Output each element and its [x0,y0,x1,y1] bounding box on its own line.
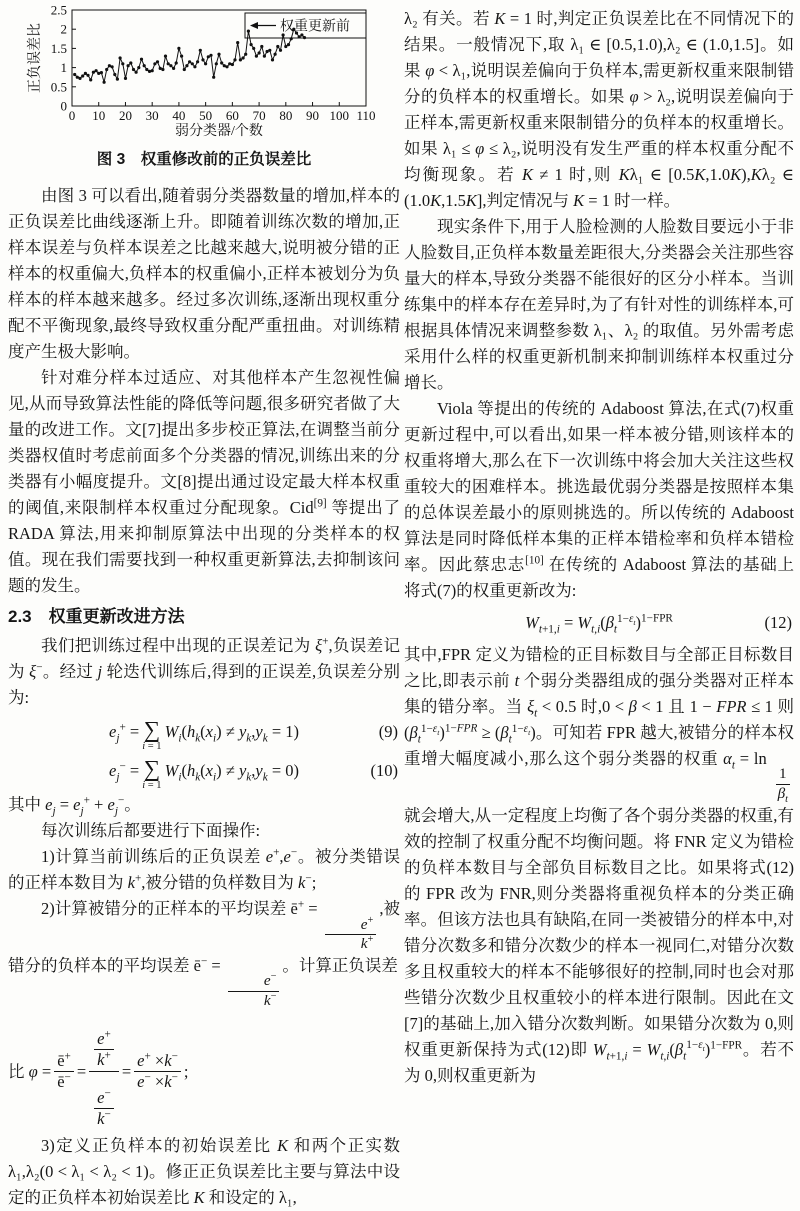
svg-text:80: 80 [279,108,293,123]
svg-text:0: 0 [60,98,67,114]
fraction: $\frac{e^+}{k^+}$ [94,1029,114,1070]
fraction: $\frac{e^-}{k^-}$ [228,972,280,1009]
svg-text:1: 1 [60,60,67,76]
svg-text:60: 60 [225,108,239,123]
eq10-lhs: $e_j^-$ = [109,760,140,784]
figure-3 [8,4,400,173]
fraction: $\frac{e^+}{k^+}$ [325,916,377,953]
svg-text:70: 70 [252,108,266,123]
svg-text:2: 2 [60,21,67,37]
svg-text:100: 100 [329,108,350,123]
error-ratio-line-chart [28,4,390,140]
eq9-number: (9) [378,722,398,742]
paragraph-step-1: 1)计算当前训练后的正负误差 e+,e−。被分类错误的正样本数目为 k+,被分错的负样数目为 k−; [8,846,401,893]
right-column [404,6,794,1089]
sum-lower-limit: i = 1 [142,779,162,791]
section-heading-2-3: 2.3 权重更新改进方法 [8,607,185,626]
paragraph-lambda-cases: λ₂ 有关。若 K = 1 时,判定正负误差比在不同情况下的结果。一般情况下,取 λ₁ ∈ [0.5,1.0),λ₂ ∈ (1.0,1.5]。如果 φ < λ₁,说明误差偏向于负样本,需更新权重来限制错分的负样本的权重增长。如果 φ > λ₂,说明误差偏向于正样本,需更新权重来限制错分的负样本的权重增长。如果 λ₁ ≤ φ ≤ λ₂,说明没有发生严重的样本权重分配不均衡现象。若 K ≠ 1 时,则 Kλ₁ ∈ [0.5K,1.0K),Kλ₂ ∈ (1.0K,1.5K],判定情况与 K = 1 时一样。 [404,9,795,210]
fraction: $\frac{1}{\beta_t}$ [777,765,789,805]
fraction: $\frac{e^-}{k^-}$ [94,1088,114,1129]
fraction: $\frac{e^+ \times k^-}{e^- \times k^-}$ [134,1051,181,1092]
paragraph-step-3: 3)定义正负样本的初始误差比 K 和两个正实数 λ₁,λ₂(0 < λ₁ < λ₂ < 1)。修正正负误差比主要与算法中设定的正负样本初始误差比 K 和设定的 λ₁, [8,1136,401,1208]
eq12-number: (12) [764,613,792,632]
svg-text:2.5: 2.5 [50,2,67,18]
svg-text:10: 10 [92,108,106,123]
paragraph-face-detection: 现实条件下,用于人脸检测的人脸数目要远小于非人脸数目,正负样本数量差距很大,分类器会关注那些容量大的样本,导致分类器不能很好的区分小样本。当训练集中的样本存在差异时,为了有针对性的训练样本,可根据具体情况来调整参数 λ₁、λ₂ 的取值。另外需考虑采用什么样的权重更新机制来抑制训练样本权重过分增长。 [404,217,794,392]
eq10-rhs: $W_i(h_k(x_i) \ne y_k,y_k = 0)$ [164,760,299,784]
fraction: $\frac{ē^+}{ē^-}$ [54,1051,74,1092]
svg-text:110: 110 [356,108,376,123]
paragraph-viola-adaboost: Viola 等提出的传统的 Adaboost 算法,在式(7)权重更新过程中,可以看出,如果一样本被分错,则该样本的权重将增大,那么在下一次训练中将会加大关注这些权重较大的困难样本。挑选最优弱分类器是按照样本集的总体误差最小的原则挑选的。所以传统的 Adaboost 算法是同时降低样本集的正样本错检率和负样本错检率。因此蔡忠志[10] 在传统的 Adaboost 算法的基础上将式(7)的权重更新改为: [404,399,794,600]
paragraph-fig3-analysis: 由图 3 可以看出,随着弱分类器数量的增加,样本的正负误差比曲线逐渐上升。即随着训练次数的增加,正样本误差与负样本误差之比越来越大,说明被分错的正样本的权重偏大,负样本的权重偏小,正样本被划分为负样本的样本越来越多。经过多次训练,逐渐出现权重分配不平衡现象,最终导致权重分配严重扭曲。对训练精度产生极大影响。 [8,186,400,361]
eq12-body: $W_{t+1,i} = W_{t,i}(\beta_t^{1-\varepsilon_t})^{1-FPR}$ [525,612,673,636]
equation-9 [8,715,400,750]
paragraph-error-definition: 我们把训练过程中出现的正误差记为 ξ+,负误差记为 ξ−。经过 j 轮迭代训练后,得到的正误差,负误差分别为: [8,635,401,707]
equation-12 [404,608,794,638]
svg-text:0.5: 0.5 [50,79,67,95]
svg-text:20: 20 [118,108,132,123]
legend-arrow-icon [250,22,258,29]
left-column [8,0,400,1211]
paragraph-operations-intro: 每次训练后都要进行下面操作: [41,821,261,841]
x-axis-label: 弱分类器/个数 [175,124,263,139]
svg-text:90: 90 [306,108,320,123]
fraction [89,1014,119,1130]
sum-operator [142,718,161,753]
svg-text:30: 30 [145,108,159,123]
sigma-symbol: ∑ [143,717,161,742]
figure-caption: 图 3 权重修改前的正负误差比 [96,151,312,168]
phi-ratio-equation: 比 φ = $\frac{ē^+}{ē^-}$ = $\frac{\frac{e^+}{k^+}}{\frac{e^-}{k^-}}$ = $\frac{e^+ \times k^-}{e^- \times k^-}$ ; [8,1014,400,1130]
svg-text:40: 40 [172,108,186,123]
y-axis-label: 正负误差比 [28,23,43,93]
legend-label: 权重更新前 [280,19,350,35]
sum-operator [142,757,161,792]
svg-text:0: 0 [68,108,76,123]
equation-10 [8,754,400,789]
sigma-symbol: ∑ [143,755,161,781]
sum-lower-limit: i = 1 [142,741,162,752]
svg-text:1.5: 1.5 [50,40,67,56]
eq10-number: (10) [370,760,398,780]
eq9-rhs: $W_i(h_k(x_i) \ne y_k,y_k = 1)$ [164,722,299,745]
paragraph-step-2: 2)计算被错分的正样本的平均误差 ē+ = $\frac{e^+}{k^+}$ ,被错分的负样本的平均误差 ē− = $\frac{e^-}{k^-}$ 。计算正负误差 [8,898,401,1009]
svg-text:50: 50 [199,108,213,123]
chart-legend [245,13,366,38]
paragraph-ej-sum: 其中 $e_j = e_j^+ + e_j^-$。 [8,794,141,818]
paragraph-related-work: 针对难分样本过适应、对其他样本产生忽视性偏见,从而导致算法性能的降低等问题,很多研究者做了大量的改进工作。文[7]提出多步校正算法,在调整当前分类器权值时考虑前面多个分类器的情况,训练出来的分类器有小幅度提升。文[8]提出通过设定最大样本权重的阈值,来限制样本权重过分配现象。Cid[9] 等提出了 RADA 算法,用来抑制原算法中出现的分类样本的权值。现在我们需要找到一种权重更新算法,去抑制该问题的发生。 [8,368,400,595]
eq9-lhs: $e_j^+$ = [109,721,140,745]
paragraph-fpr-fnr: 其中,FPR 定义为错检的正目标数目与全部正目标数目之比,即表示前 t 个弱分类器组成的强分类器对正样本集的错分率。当 $\xi_t < 0.5$ 时,0 < β < 1 且 1 − FPR ≤ 1 则$(\beta_t^{1-\varepsilon_t})^{1-FPR} \ge (\beta_t^{1-\varepsilon_t})$。可知若 FPR 越大,被错分的样本权重增大幅度减小,那么这个弱分类器的权重 $\alpha_t = \ln$ $\frac{1}{\beta_t}$ 就会增大,从一定程度上均衡了各个弱分类器的权重,有效的控制了权重分配不均衡问题。将 FNR 定义为错检的负样本数目与全部负目标数目之比。如果将式(12)的 FPR 改为 FNR,则分类器将重视负样本的分类正确率。但该方法也具有缺陷,在同一类被错分的样本中,对错分次数多和错分次数少的样本一视同仁,对错分次数多且权重较大的样本不能够很好的控制,同时也会对那些错分次数少且权重较小的样本进行限制。因此在文[7]的基础上,加入错分次数判断。如果错分次数为 0,则权重更新保持为式(12)即 $W_{t+1,i} = W_{t,i}(\beta_t^{1-\varepsilon_t})^{1-FPR}$。若不为 0,则权重更新为 [404,645,794,1085]
series-before-weight-update [73,28,306,84]
